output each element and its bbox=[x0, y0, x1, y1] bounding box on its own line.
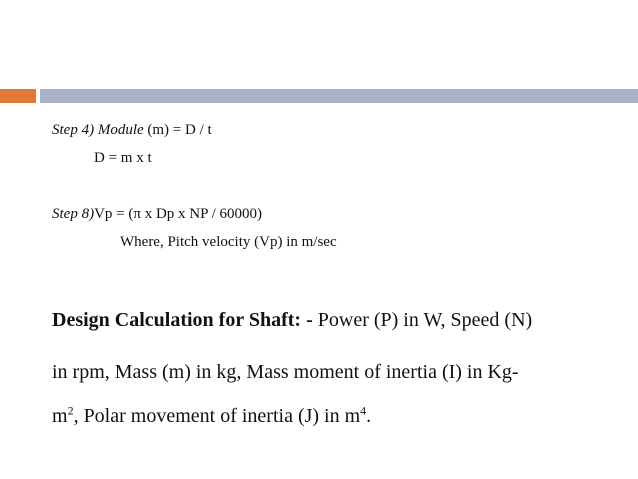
step8-formula: Vp = (π x Dp x NP / 60000) bbox=[94, 206, 263, 222]
step4-formula: (m) = D / t bbox=[143, 122, 212, 138]
design-line-3 bbox=[52, 405, 371, 428]
step8-sub: Where, Pitch velocity (Vp) in m/sec bbox=[120, 234, 337, 250]
design-line-2: in rpm, Mass (m) in kg, Mass moment of inertia (I) in Kg- bbox=[52, 361, 519, 383]
exponent-4: 4 bbox=[360, 403, 367, 418]
step4-line bbox=[52, 122, 212, 139]
step8-label: Step 8) bbox=[52, 206, 95, 222]
line3-text-a: m bbox=[52, 405, 68, 427]
design-line1-rest: Power (P) in W, Speed (N) bbox=[312, 309, 533, 331]
accent-bar bbox=[0, 89, 36, 103]
exponent-2: 2 bbox=[67, 403, 74, 418]
step4-label: Step 4) Module bbox=[52, 122, 144, 138]
design-heading: Design Calculation for Shaft: - bbox=[52, 309, 313, 331]
step4-sub: D = m x t bbox=[94, 150, 152, 166]
line3-text-c: . bbox=[366, 405, 372, 427]
design-line-1 bbox=[52, 309, 532, 332]
line3-text-b: , Polar movement of inertia (J) in m bbox=[73, 405, 361, 427]
title-divider-bar bbox=[40, 89, 638, 103]
step8-line bbox=[52, 206, 262, 223]
